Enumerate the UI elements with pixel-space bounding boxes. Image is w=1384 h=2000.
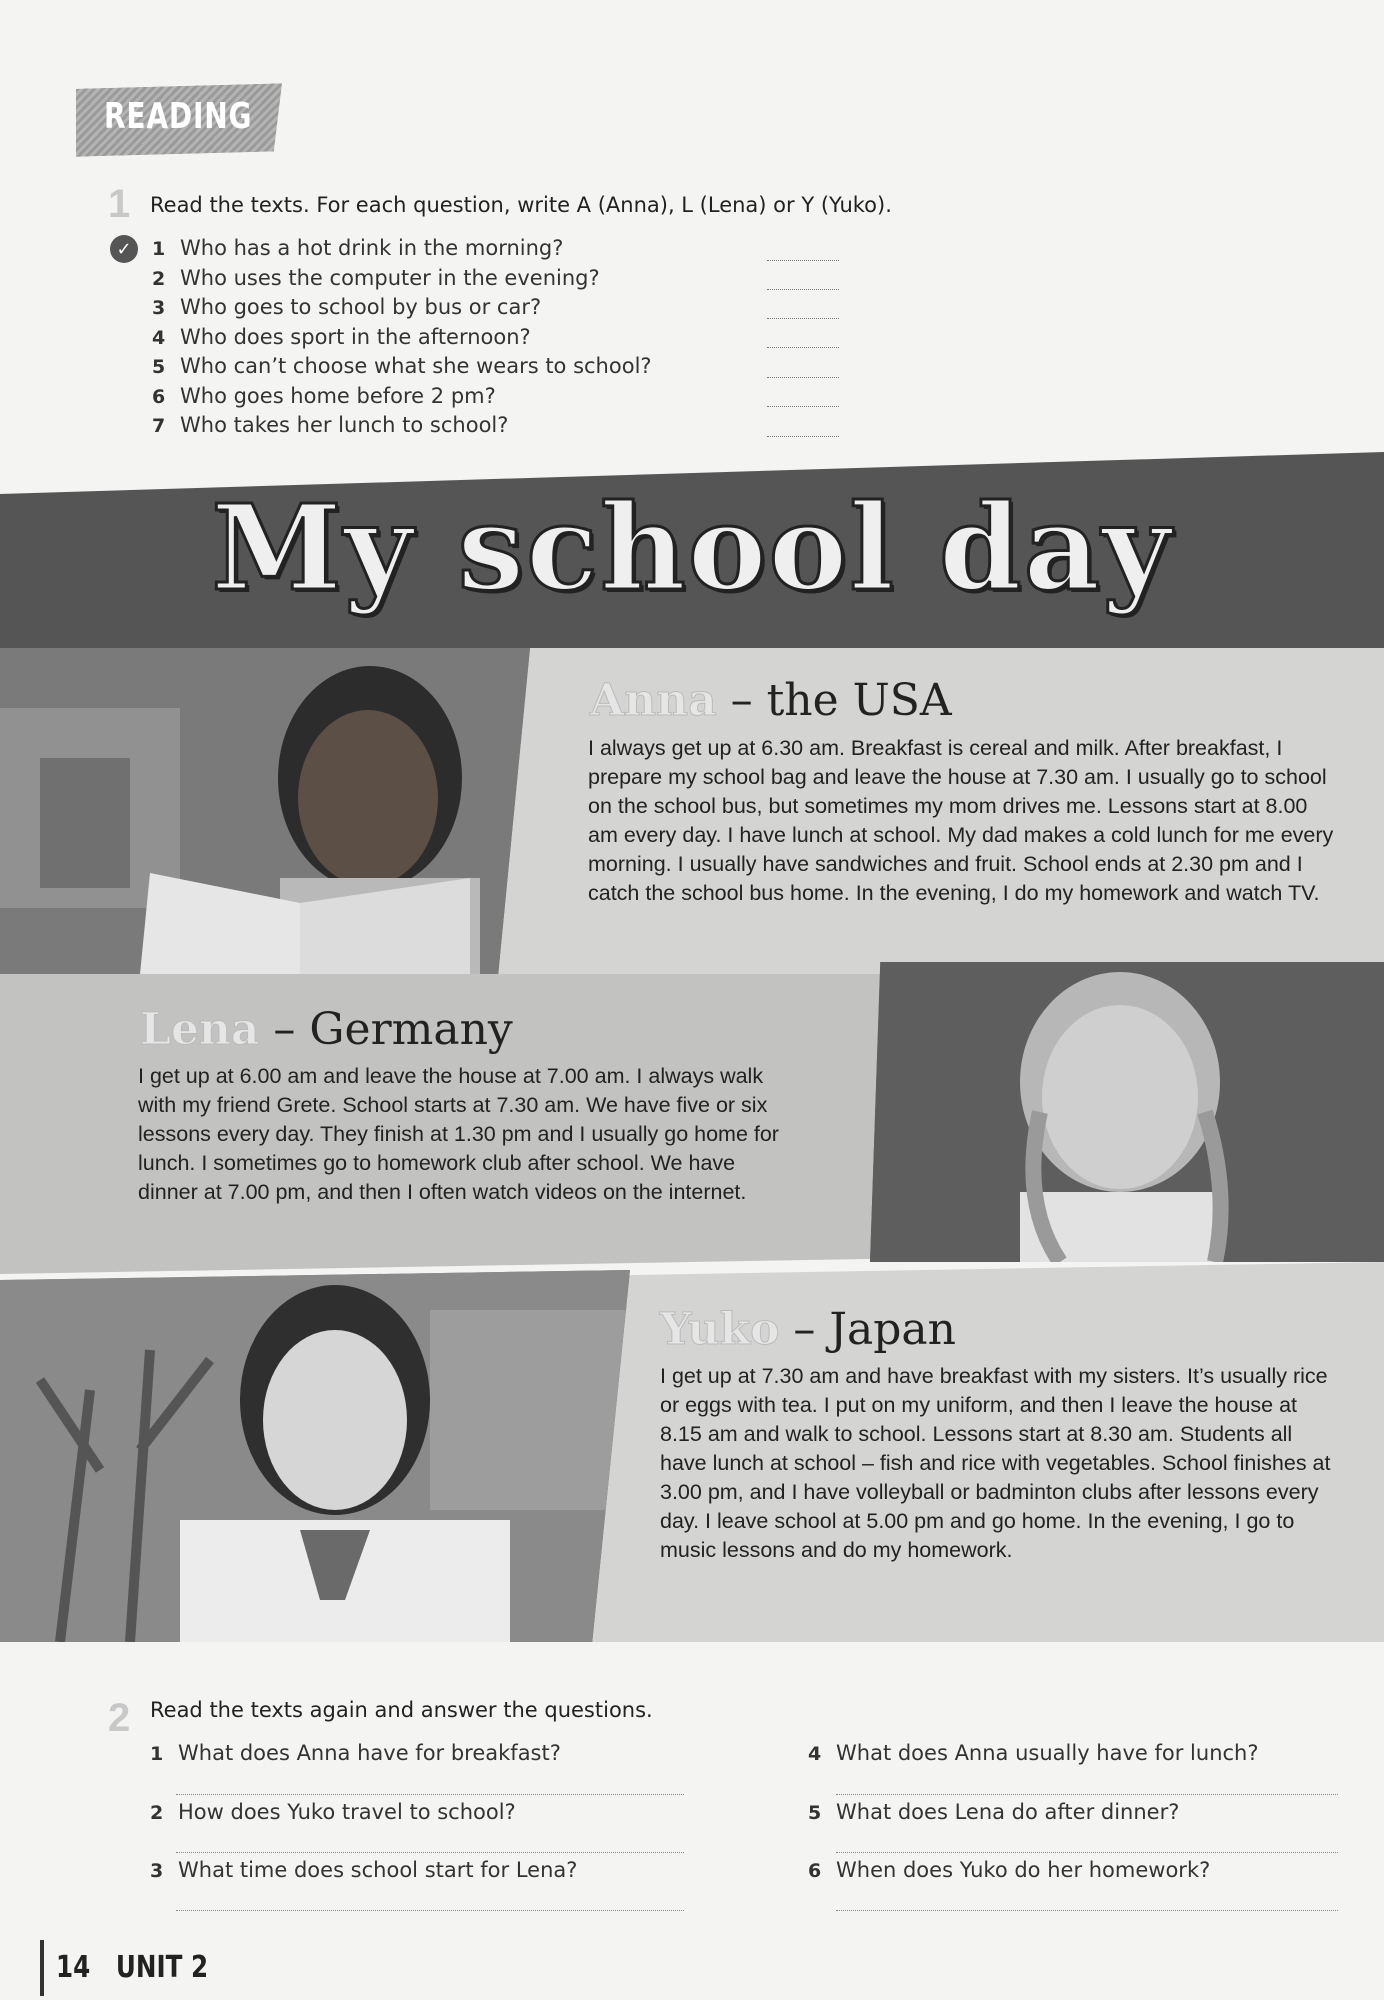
page-footer bbox=[56, 1950, 208, 1985]
anna-name: Anna bbox=[590, 675, 717, 726]
yuko-country: – Japan bbox=[779, 1304, 957, 1355]
answer-line-7[interactable] bbox=[767, 436, 839, 437]
list-item: 6 Who goes home before 2 pm? bbox=[152, 383, 496, 408]
check-circle-icon: ✓ bbox=[110, 235, 138, 263]
yuko-name: Yuko bbox=[660, 1304, 780, 1355]
anna-photo-image bbox=[0, 648, 530, 974]
list-item: 4 Who does sport in the afternoon? bbox=[152, 324, 531, 349]
answer-line-1[interactable] bbox=[767, 260, 839, 261]
list-item: 2 How does Yuko travel to school? bbox=[150, 1800, 516, 1824]
answer-line-6[interactable] bbox=[767, 406, 839, 407]
anna-country: – the USA bbox=[716, 675, 952, 726]
answer-line-q2-3[interactable] bbox=[176, 1910, 684, 1911]
answer-line-q2-1[interactable] bbox=[176, 1794, 684, 1795]
answer-line-q2-2[interactable] bbox=[176, 1852, 684, 1853]
yuko-photo-image bbox=[0, 1270, 630, 1642]
lena-name: Lena bbox=[140, 1004, 260, 1055]
list-item: 4 What does Anna usually have for lunch? bbox=[808, 1741, 1259, 1765]
anna-photo bbox=[0, 648, 530, 974]
exercise-2-instruction: Read the texts again and answer the questions. bbox=[150, 1698, 653, 1722]
yuko-text: I get up at 7.30 am and have breakfast with my sisters. It’s usually rice or eggs with tea. I put on my uniform, and then I leave the house at 8.15 am and walk to school. Lessons start at 8.30 am. Students all have lunch at school – fish and rice with vegetables. School finishes at 3.00 pm, and I have volleyball or badminton clubs after lessons every day. I leave school at 5.00 pm and go home. In the evening, I go to music lessons and do my homework. bbox=[660, 1364, 1331, 1562]
exercise-1-question-list bbox=[152, 236, 752, 443]
yuko-photo bbox=[0, 1270, 630, 1642]
answer-line-q2-5[interactable] bbox=[836, 1852, 1338, 1853]
page-title: My school day bbox=[211, 478, 1173, 617]
lena-text: I get up at 6.00 am and leave the house at 7.00 am. I always walk with my friend Grete. School starts at 7.30 am. We have five or six lessons every day. They finish at 1.30 pm and I usually go home for lunch. I sometimes go to homework club after school. We have dinner at 7.00 pm, and then I often watch videos on the internet. bbox=[138, 1064, 779, 1204]
answer-line-q2-4[interactable] bbox=[836, 1794, 1338, 1795]
exercise-1-number: 1 bbox=[108, 182, 131, 226]
lena-heading bbox=[140, 1004, 513, 1055]
page-number: 14 bbox=[56, 1950, 91, 1985]
anna-heading bbox=[590, 675, 952, 726]
list-item: 5 What does Lena do after dinner? bbox=[808, 1800, 1180, 1824]
exercise-1-instruction: Read the texts. For each question, write A (Anna), L (Lena) or Y (Yuko). bbox=[150, 193, 892, 217]
list-item: 2 Who uses the computer in the evening? bbox=[152, 265, 600, 290]
answer-line-3[interactable] bbox=[767, 318, 839, 319]
unit-label: UNIT 2 bbox=[115, 1950, 209, 1985]
footer-divider bbox=[40, 1940, 44, 1996]
exercise-2-number: 2 bbox=[108, 1696, 131, 1740]
list-item: 6 When does Yuko do her homework? bbox=[808, 1858, 1211, 1882]
yuko-heading bbox=[660, 1304, 956, 1355]
answer-line-5[interactable] bbox=[767, 377, 839, 378]
answer-line-2[interactable] bbox=[767, 289, 839, 290]
list-item: 3 What time does school start for Lena? bbox=[150, 1858, 578, 1882]
lena-country: – Germany bbox=[259, 1004, 513, 1055]
list-item: 5 Who can’t choose what she wears to school? bbox=[152, 354, 652, 378]
anna-text: I always get up at 6.30 am. Breakfast is cereal and milk. After breakfast, I prepare my school bag and leave the house at 7.30 am. I usually go to school on the school bus, but sometimes my mom drives me. Lessons start at 8.00 am every day. I have lunch at school. My dad makes a cold lunch for me every morning. I usually have sandwiches and fruit. School ends at 2.30 pm and I catch the school bus home. In the evening, I do my homework and watch TV. bbox=[588, 736, 1334, 905]
list-item: 1 What does Anna have for breakfast? bbox=[150, 1741, 561, 1765]
answer-line-q2-6[interactable] bbox=[836, 1910, 1338, 1911]
lena-photo bbox=[870, 962, 1384, 1262]
list-item: 1 Who has a hot drink in the morning? bbox=[152, 236, 564, 260]
list-item: 7 Who takes her lunch to school? bbox=[152, 413, 509, 437]
lena-photo-image bbox=[870, 962, 1384, 1262]
list-item: 3 Who goes to school by bus or car? bbox=[152, 295, 542, 319]
answer-line-4[interactable] bbox=[767, 347, 839, 348]
section-tag: READING bbox=[104, 96, 253, 137]
